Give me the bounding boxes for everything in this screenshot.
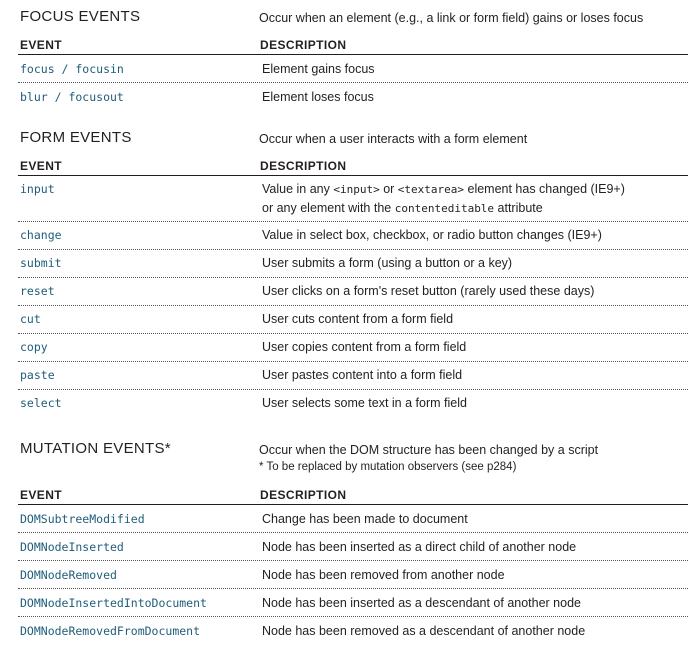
table-row — [18, 222, 688, 250]
section-title: FOCUS EVENTS — [20, 8, 141, 25]
event-description: Change has been made to document — [262, 512, 468, 526]
event-name: focus / focusin — [20, 62, 124, 76]
event-description: Node has been removed from another node — [262, 568, 505, 582]
event-description: Element gains focus — [262, 62, 375, 76]
table-header — [18, 484, 688, 505]
table-row — [18, 250, 688, 278]
event-description: Value in select box, checkbox, or radio button changes (IE9+) — [262, 228, 602, 242]
event-name: DOMNodeInserted — [20, 540, 124, 554]
event-name: input — [20, 182, 55, 196]
column-header-event: EVENT — [20, 488, 63, 502]
table-row — [18, 561, 688, 589]
event-name: DOMNodeInsertedIntoDocument — [20, 596, 207, 610]
table-row — [18, 533, 688, 561]
table-row — [18, 306, 688, 334]
table-row — [18, 362, 688, 390]
table-row — [18, 278, 688, 306]
section-header — [18, 129, 688, 155]
form-events-section — [18, 129, 688, 418]
section-description — [259, 442, 598, 475]
event-name: change — [20, 228, 62, 242]
event-description: Node has been removed as a descendant of another node — [262, 624, 586, 638]
table-row — [18, 55, 688, 83]
event-description: User cuts content from a form field — [262, 312, 454, 326]
event-name: cut — [20, 312, 41, 326]
section-description: Occur when an element (e.g., a link or form field) gains or loses focus — [259, 11, 644, 25]
events-table-body — [18, 505, 688, 645]
event-description: User clicks on a form's reset button (rarely used these days) — [262, 284, 595, 298]
column-header-description: DESCRIPTION — [260, 38, 347, 52]
event-description: User copies content from a form field — [262, 340, 467, 354]
table-row — [18, 505, 688, 533]
events-table-body — [18, 176, 688, 418]
event-name: submit — [20, 256, 62, 270]
event-description: User submits a form (using a button or a key) — [262, 256, 513, 270]
event-description: User selects some text in a form field — [262, 396, 467, 410]
contenteditable-code: contenteditable — [394, 202, 495, 215]
table-row — [18, 83, 688, 111]
section-title: FORM EVENTS — [20, 129, 132, 146]
input-tag-code: <input> — [333, 183, 380, 196]
textarea-tag-code: <textarea> — [397, 183, 465, 196]
section-footnote: * To be replaced by mutation observers (see p284) — [259, 461, 517, 473]
table-row — [18, 390, 688, 418]
event-name: DOMSubtreeModified — [20, 512, 145, 526]
event-name: select — [20, 396, 62, 410]
event-description: Node has been inserted as a direct child of another node — [262, 540, 577, 554]
column-header-description: DESCRIPTION — [260, 488, 347, 502]
focus-events-section — [18, 8, 688, 111]
event-name: DOMNodeRemoved — [20, 568, 117, 582]
section-description: Occur when a user interacts with a form element — [259, 132, 528, 146]
events-table-body — [18, 55, 688, 111]
event-name: paste — [20, 368, 55, 382]
event-name: blur / focusout — [20, 90, 124, 104]
event-description: Node has been inserted as a descendant of another node — [262, 596, 581, 610]
column-header-description: DESCRIPTION — [260, 159, 347, 173]
event-description: Element loses focus — [262, 90, 374, 104]
table-row — [18, 589, 688, 617]
event-name: DOMNodeRemovedFromDocument — [20, 624, 201, 638]
event-description: Value in any <input> or <textarea> element has changed (IE9+) or any element with the contenteditable attribute — [262, 182, 625, 215]
table-row — [18, 176, 688, 222]
section-title: MUTATION EVENTS* — [20, 440, 171, 457]
event-name: copy — [20, 340, 48, 354]
mutation-events-section — [18, 440, 688, 645]
table-header — [18, 34, 688, 55]
section-description-text: Occur when the DOM structure has been changed by a script — [259, 443, 599, 457]
event-description: User pastes content into a form field — [262, 368, 463, 382]
column-header-event: EVENT — [20, 159, 63, 173]
table-header — [18, 155, 688, 176]
table-row — [18, 334, 688, 362]
section-header — [18, 8, 688, 34]
section-header — [18, 440, 688, 484]
table-row — [18, 617, 688, 645]
event-name: reset — [20, 284, 55, 298]
column-header-event: EVENT — [20, 38, 63, 52]
